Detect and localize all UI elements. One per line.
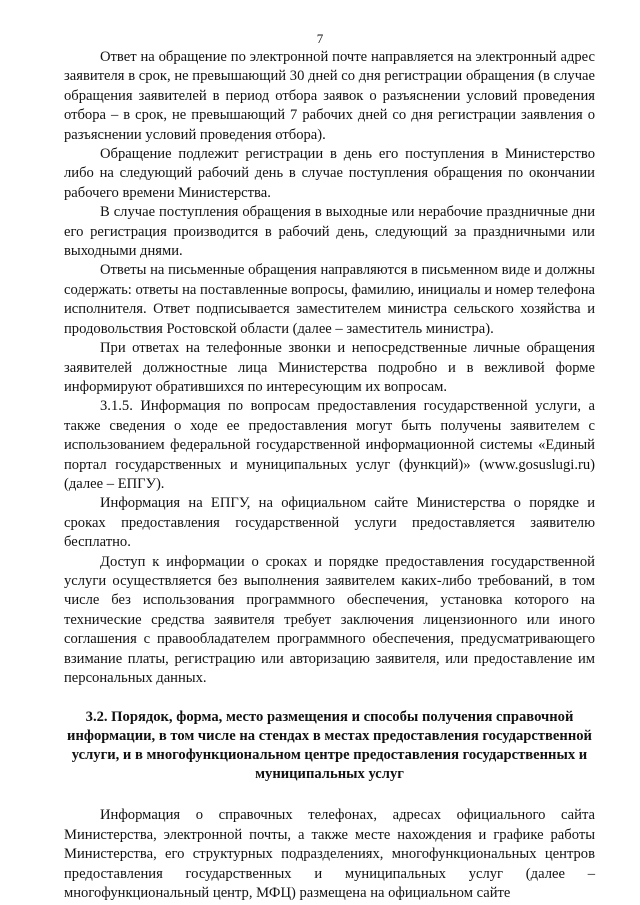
paragraph-reference-info: Информация о справочных телефонах, адресах официального сайта Министерства, электронной почты, а также месте нахождения и графике работы Министерства, его структурных подразделениях, многофункциональных центров предоставления государственных и муниципальных услуг (далее – многофункциональный центр, МФЦ) размещена на официальном сайте <box>64 807 595 902</box>
paragraph-email-response: Ответ на обращение по электронной почте направляется на электронный адрес заявителя в срок, не превышающий 30 дней со дня регистрации обращения (в случае обращения заявителей в период отбора заявок о разъяснении условий проведения отбора – в срок, не превышающий 7 рабочих дней со дня регистрации заявления о разъяснении условий проведения отбора). <box>64 49 595 143</box>
paragraph-registration: Обращение подлежит регистрации в день его поступления в Министерство либо на следующий рабочий день в случае поступления обращения по окончании рабочего времени Министерства. <box>64 146 595 201</box>
paragraph-phone-responses: При ответах на телефонные звонки и непосредственные личные обращения заявителей должностные лица Министерства подробно и в вежливой форме информируют обратившихся по интересующим их вопросам. <box>64 340 595 395</box>
page-number: 7 <box>316 31 324 46</box>
paragraph-free-info: Информация на ЕПГУ, на официальном сайте Министерства о порядке и сроках предоставления государственной услуги предоставляется заявителю бесплатно. <box>64 495 595 551</box>
paragraph-epgu-info: 3.1.5. Информация по вопросам предоставления государственной услуги, а также сведения о ходе ее предоставления могут быть получены заявителем с использованием федеральной государственной информационной системы «Единый портал государственных и муниципальных услуг (функций)» (www.gosuslugi.ru) (далее – ЕПГУ). <box>64 398 595 492</box>
paragraph-written-responses: Ответы на письменные обращения направляются в письменном виде и должны содержать: ответы на поставленные вопросы, фамилию, инициалы и номер телефона исполнителя. Ответ подписывается заместителем министра сельского хозяйства и продовольствия Ростовской области (далее – заместитель министра). <box>64 262 595 337</box>
paragraph-holiday-registration: В случае поступления обращения в выходные или нерабочие праздничные дни его регистрация производится в рабочий день, следующий за праздничными или выходными днями. <box>64 204 595 260</box>
section-heading: 3.2. Порядок, форма, место размещения и способы получения справочной информации, в том числе на стендах в местах предоставления государственной услуги, и в многофункциональном центре предоставления государственных и муниципальных услуг <box>67 709 592 783</box>
page-content <box>64 48 595 903</box>
paragraph-access-info: Доступ к информации о сроках и порядке предоставления государственной услуги осуществляется без выполнения заявителем каких-либо требований, в том числе без использования программного обеспечения, установка которого на технические средства заявителя требует заключения лицензионного или иного соглашения с правообладателем программного обеспечения, предусматривающего взимание платы, регистрацию или авторизацию заявителя, или предоставление им персональных данных. <box>64 553 595 686</box>
